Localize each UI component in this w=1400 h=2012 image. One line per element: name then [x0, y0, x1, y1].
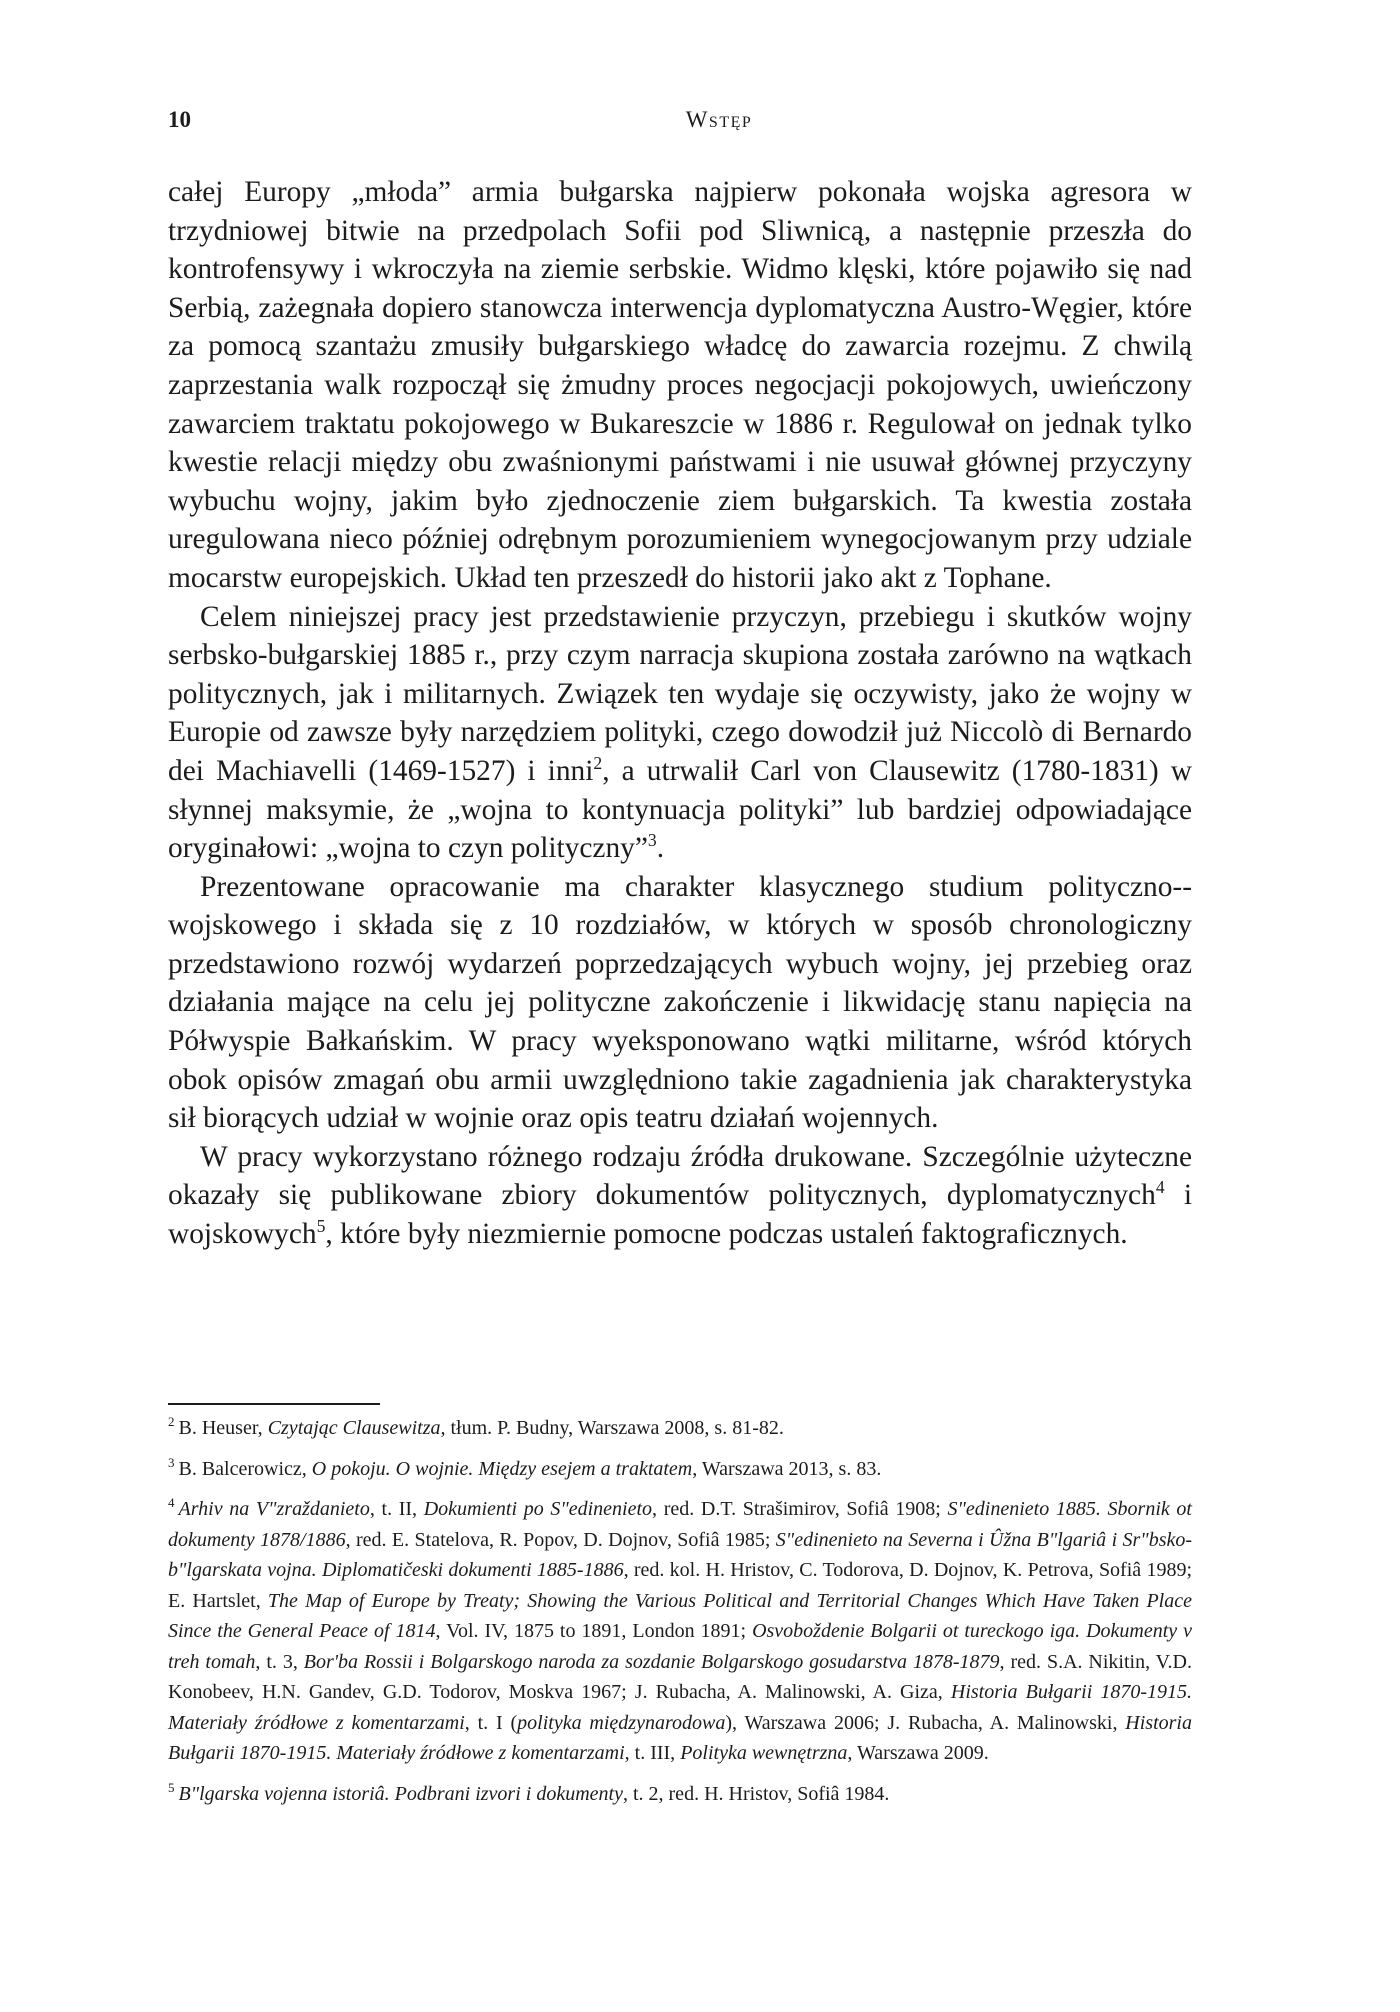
paragraph-2-text-a: Celem niniejszej pracy jest przedstawienie przyczyn, przebiegu i skutków wojny serbsko-bułgarskiej 1885 r., przy czym narracja skupiona została zarówno na wątkach politycznych, jak i militarnych. Związek ten wydaje się oczywisty, jako że wojny w Europie od zawsze były narzędziem polityki, czego dowodził już Niccolò di Bernardo dei Machiavelli (1469-1527) i inni — [168, 600, 1192, 787]
footnote-title: The Map of Europe by Treaty; Showing the Various Political and Territorial Changes Which Have Taken Place Since the General Peace of 1814 — [168, 1589, 1192, 1642]
footnote-mark: 2 — [168, 1414, 175, 1430]
footnote-2 — [168, 1413, 1192, 1444]
footnote-text: ), Warszawa 2006; J. Rubacha, A. Malinowski, — [725, 1711, 1126, 1734]
footnote-ref-3: 3 — [647, 830, 657, 851]
footnote-title: S"edinenieto na Severna i Ûžna B"lgariâ i Sr"bsko-b"lgarskata vojna. Diplomatičeski dokumenti 1885-1886 — [168, 1528, 1193, 1581]
paragraph-4 — [168, 1138, 1192, 1254]
main-text — [168, 173, 1192, 1254]
footnote-title: Dokumienti po S"edinenieto — [423, 1498, 653, 1520]
paragraph-4-text-b: i wojskowych — [168, 1179, 1193, 1251]
footnote-text: , red. S.A. Nikitin, V.D. Konobeev, H.N. Gandev, G.D. Todorov, Moskva 1967; J. Rubacha, A. Malinowski, A. Giza, — [168, 1650, 1192, 1703]
footnote-title: Bor'ba Rossii i Bolgarskogo naroda za sozdanie Bolgarskogo gosudarstva 1878-1879 — [303, 1650, 1000, 1673]
footnote-mark: 4 — [168, 1495, 175, 1511]
footnote-text: , red. E. Statelova, R. Popov, D. Dojnov, Sofiâ 1985; — [345, 1528, 776, 1551]
footnote-title: O pokoju. O wojnie. Między esejem a traktatem — [311, 1457, 693, 1480]
footnote-text: , tłum. P. Budny, Warszawa 2008, s. 81-82. — [440, 1417, 784, 1439]
paragraph-3: Prezentowane opracowanie ma charakter klasycznego studium polityczno--wojskowego i składa się z 10 rozdziałów, w których w sposób chronologiczny przedstawiono rozwój wydarzeń poprzedzających wybuch wojny, jej przebieg oraz działania mające na celu jej polityczne zakończenie i likwidację stanu napięcia na Półwyspie Bałkańskim. W pracy wyeksponowano wątki militarne, wśród których obok opisów zmagań obu armii uwzględniono takie zagadnienia jak charakterystyka sił biorących udział w wojnie oraz opis teatru działań wojennych. — [168, 870, 1192, 1135]
footnote-text: , t. 2, red. H. Hristov, Sofiâ 1984. — [622, 1782, 890, 1805]
footnote-5 — [168, 1779, 1192, 1810]
footnote-text: , t. II, — [369, 1498, 424, 1520]
footnote-ref-5: 5 — [316, 1216, 326, 1237]
footnote-text: , t. I ( — [464, 1711, 518, 1734]
footnotes — [168, 1413, 1192, 1819]
footnote-text: , Warszawa 2013, s. 83. — [692, 1457, 882, 1480]
footnote-mark: 5 — [168, 1779, 175, 1795]
footnote-text: , t. III, — [624, 1742, 681, 1764]
footnote-title: Historia Bułgarii 1870-1915. Materiały źródłowe z komentarzami — [168, 1681, 1192, 1734]
footnote-title: Osvoboždenie Bolgarii ot tureckogo iga. Dokumenty v treh tomah — [168, 1620, 1192, 1673]
paragraph-2 — [168, 598, 1192, 868]
footnote-3 — [168, 1454, 1192, 1485]
running-head: Wstęp — [685, 107, 753, 132]
footnote-title: Historia Bułgarii 1870-1915. Materiały źródłowe z komentarzami — [168, 1711, 1192, 1764]
page-number: 10 — [168, 107, 191, 132]
footnote-text: B. Balcerowicz, — [178, 1457, 312, 1480]
paragraph-4-text-a: W pracy wykorzystano różnego rodzaju źródła drukowane. Szczególnie użyteczne okazały się publikowane zbiory dokumentów politycznych, dyplomatycznych — [168, 1140, 1192, 1212]
footnote-ref-4: 4 — [1155, 1177, 1165, 1198]
footnote-text: , Vol. IV, 1875 to 1891, London 1891; — [435, 1620, 753, 1642]
footnote-text: , Warszawa 2009. — [847, 1742, 989, 1764]
footnote-text: , t. 3, — [255, 1650, 304, 1673]
footnote-title: B"lgarska vojenna istoriâ. Podbrani izvori i dokumenty — [178, 1782, 623, 1805]
footnote-mark: 3 — [168, 1454, 175, 1470]
paragraph-1: całej Europy „młoda” armia bułgarska najpierw pokonała wojska agresora w trzydniowej bitwie na przedpolach Sofii pod Sliwnicą, a następnie przeszła do kontrofensywy i wkroczyła na ziemie serbskie. Widmo klęski, które pojawiło się nad Serbią, zażegnała dopiero stanowcza interwencja dyplomatyczna Austro-Węgier, które za pomocą szantażu zmusiły bułgarskiego władcę do zawarcia rozejmu. Z chwilą zaprzestania walk rozpoczął się żmudny proces negocjacji pokojowych, uwieńczony zawarciem traktatu pokojowego w Bukareszcie w 1886 r. Regulował on jednak tylko kwestie relacji między obu zwaśnionymi państwami i nie usuwał głównej przyczyny wybuchu wojny, jakim było zjednoczenie ziem bułgarskich. Ta kwestia została uregulowana nieco później odrębnym porozumieniem wynegocjowanym przy udziale mocarstw europejskich. Układ ten przeszedł do historii jako akt z Tophane. — [168, 176, 1192, 594]
footnote-text: B. Heuser, — [178, 1417, 268, 1439]
footnote-title: Czytając Clausewitza — [267, 1417, 441, 1439]
footnote-text: , red. kol. H. Hristov, C. Todorova, D. Dojnov, K. Petrova, Sofiâ 1989; E. Hartslet, — [168, 1559, 1192, 1612]
footnote-title: Arhiv na V"zraždanieto — [178, 1498, 370, 1520]
footnote-title: polityka międzynarodowa — [517, 1711, 726, 1734]
footnote-ref-2: 2 — [593, 753, 603, 774]
paragraph-4-text-c: , które były niezmiernie pomocne podczas ustaleń faktograficznych. — [325, 1218, 1128, 1251]
footnote-divider — [168, 1403, 380, 1405]
footnote-4 — [168, 1494, 1192, 1769]
page-header — [168, 102, 1178, 138]
paragraph-2-text-b: , a utrwalił Carl von Clausewitz (1780-1831) w słynnej maksymie, że „wojna to kontynuacja polityki” lub bardziej odpowiadające oryginałowi: „wojna to czyn polityczny” — [168, 754, 1193, 865]
footnote-title: S"edinenieto 1885. Sbornik ot dokumenty 1878/1886 — [168, 1498, 1192, 1551]
footnote-title: Polityka wewnętrzna — [680, 1742, 848, 1764]
footnote-text: , red. D.T. Strašimirov, Sofiâ 1908; — [652, 1498, 948, 1520]
paragraph-2-text-c: . — [656, 832, 665, 865]
